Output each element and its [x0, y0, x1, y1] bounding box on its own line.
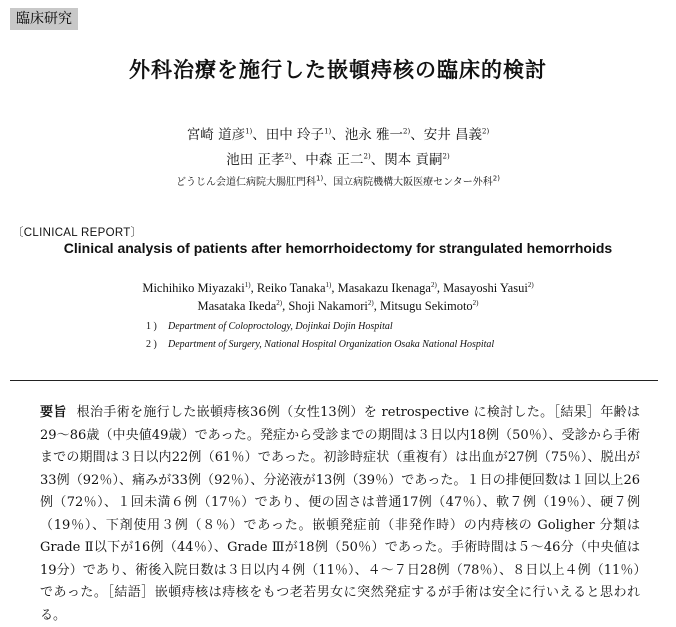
author-name: Masakazu Ikenaga	[337, 281, 431, 295]
author-name: Reiko Tanaka	[256, 281, 326, 295]
affiliation-mark: 2)	[492, 174, 500, 183]
author-affiliation-mark: 1)	[324, 127, 332, 136]
author-name: Michihiko Miyazaki	[142, 281, 245, 295]
section-label: 〔CLINICAL REPORT〕	[12, 227, 143, 239]
author-separator: ,	[373, 299, 380, 313]
author-affiliation-mark: 1)	[244, 280, 251, 289]
author-separator: 、	[291, 152, 306, 168]
author-separator: ,	[436, 281, 444, 295]
author-name: 宮崎 道彦	[186, 127, 246, 143]
japanese-authors-line-1	[0, 123, 676, 143]
author-affiliation-mark: 2)	[527, 280, 534, 289]
english-title: Clinical analysis of patients after hemorrhoidectomy for strangulated hemorrhoids	[63, 240, 613, 256]
author-affiliation-mark: 2)	[430, 280, 437, 289]
japanese-title: 外科治療を施行した嵌頓痔核の臨床的検討	[129, 57, 547, 82]
japanese-authors-line-2	[0, 148, 676, 168]
author-separator: ,	[282, 299, 289, 313]
author-name: Masataka Ikeda	[197, 299, 277, 313]
author-separator: 、	[410, 127, 424, 143]
japanese-affiliations	[0, 173, 676, 188]
author-separator: ,	[331, 281, 338, 295]
author-name: 安井 昌義	[423, 127, 483, 143]
affiliation-text: Department of Coloproctology, Dojinkai Dojin Hospital	[168, 321, 393, 332]
author-separator: 、	[252, 127, 266, 143]
category-label: 臨床研究	[10, 8, 78, 30]
author-separator: 、	[370, 152, 385, 168]
english-authors-line-2	[0, 299, 676, 314]
author-affiliation-mark: 2)	[472, 298, 479, 307]
author-affiliation-mark: 2)	[442, 152, 450, 161]
section-divider	[10, 380, 658, 381]
affiliation-text: Department of Surgery, National Hospital Organization Osaka National Hospital	[168, 339, 495, 350]
abstract	[40, 402, 640, 627]
author-name: Masayoshi Yasui	[443, 281, 528, 295]
affiliation-name: どうじん会道仁病院大腸肛門科	[176, 177, 316, 188]
author-name: 関本 貢嗣	[384, 152, 443, 168]
author-affiliation-mark: 2)	[284, 152, 292, 161]
author-affiliation-mark: 2)	[363, 152, 371, 161]
english-authors-line-1	[0, 281, 676, 296]
affiliation-mark: 1)	[316, 174, 324, 183]
author-name: 田中 玲子	[265, 127, 325, 143]
author-affiliation-mark: 2)	[367, 298, 374, 307]
author-name: Mitsugu Sekimoto	[379, 299, 473, 313]
author-name: 中森 正二	[305, 152, 364, 168]
author-affiliation-mark: 2)	[276, 298, 283, 307]
affiliation-name: 国立病院機構大阪医療センター外科	[333, 177, 493, 188]
author-affiliation-mark: 1)	[325, 280, 332, 289]
abstract-label: 要旨	[40, 405, 67, 420]
author-affiliation-mark: 2)	[482, 127, 490, 136]
affiliation-number: 2 )	[146, 339, 157, 350]
author-name: 池田 正孝	[226, 152, 285, 168]
author-separator: ,	[250, 281, 257, 295]
author-affiliation-mark: 2)	[403, 127, 411, 136]
author-affiliation-mark: 1)	[245, 127, 253, 136]
english-affiliation-2	[146, 339, 494, 350]
english-affiliation-1	[146, 321, 393, 332]
author-separator: 、	[331, 127, 345, 143]
author-name: Shoji Nakamori	[288, 299, 368, 313]
author-name: 池永 雅一	[344, 127, 404, 143]
affiliation-number: 1 )	[146, 321, 157, 332]
affiliation-separator: 、	[323, 177, 334, 188]
abstract-text: 根治手術を施行した嵌頓痔核36例（女性13例）を retrospective に検討した。［結果］年齢は29～86歳（中央値49歳）であった。発症から受診までの期間は３日以内18例（50％）、受診から手術までの期間は３日以内22例（61％）であった。初診時症状（重複有）は出血が27例（75％）、脱出が33例（92％）、痛みが33例（92％）、分泌液が13例（39％）であった。１日の排便回数は１回以上26例（72％）、１回未満６例（17％）であり、便の固さは普通17例（47％）、軟７例（19％）、硬７例（19％）、下剤使用３例（８％）であった。嵌頓発症前（非発作時）の内痔核の Goligher 分類は Grade Ⅱ以下が16例（44％）、Grade Ⅲが18例（50％）であった。手術時間は５～46分（中央値は19分）であり、術後入院日数は３日以内４例（11％）、４～７日28例（78％）、８日以上４例（11％）であった。［結語］嵌頓痔核は痔核をもつ老若男女に突然発症するが手術は安全に行いえると思われる。	[40, 405, 640, 623]
